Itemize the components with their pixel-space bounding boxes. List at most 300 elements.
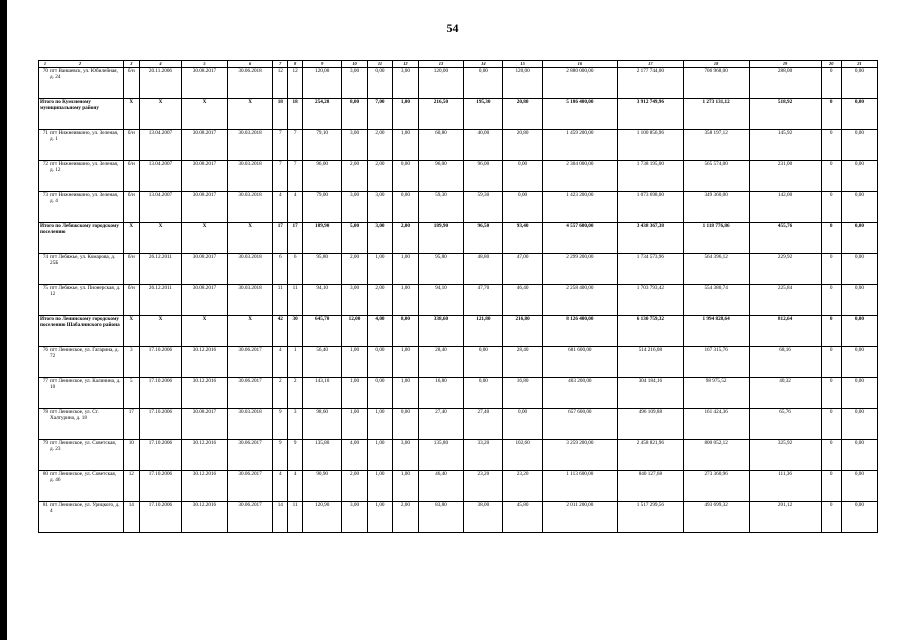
- value-cell-c5: 30.08.2017: [182, 285, 228, 316]
- value-cell-c20: 0: [821, 471, 841, 502]
- value-cell-c7: 17: [273, 223, 288, 254]
- value-cell-c20: 0: [821, 254, 841, 285]
- subtotal-row: [39, 99, 878, 130]
- value-cell-c5: 30.08.2017: [182, 254, 228, 285]
- value-cell-c17: 1 100 856,96: [618, 130, 684, 161]
- value-cell-c4: 13.04.2007: [139, 130, 181, 161]
- table-row: [39, 378, 878, 409]
- value-cell-c11: 1,00: [367, 471, 392, 502]
- row-number: 79: [42, 440, 48, 446]
- column-number-cell: 19: [749, 61, 821, 68]
- value-cell-c11: 1,00: [367, 502, 392, 533]
- value-cell-c6: X: [227, 316, 273, 347]
- value-cell-c19: 229,92: [749, 254, 821, 285]
- value-cell-c5: 30.08.2017: [182, 68, 228, 99]
- value-cell-c9: 56,40: [303, 347, 342, 378]
- value-cell-c16: 403 200,00: [542, 378, 617, 409]
- table-row: [39, 502, 878, 533]
- value-cell-c6: 30.06.2017: [227, 347, 273, 378]
- value-cell-c14: 195,30: [464, 99, 503, 130]
- value-cell-c13: 28,40: [418, 347, 464, 378]
- value-cell-c19: 145,92: [749, 130, 821, 161]
- value-cell-c21: 0,00: [841, 409, 877, 440]
- address-cell: [39, 409, 124, 440]
- column-number-cell: [39, 61, 124, 68]
- value-cell-c12: 0,00: [393, 192, 418, 223]
- value-cell-c8: 7: [288, 161, 303, 192]
- value-cell-c10: 2,00: [342, 471, 367, 502]
- value-cell-c9: 645,70: [303, 316, 342, 347]
- table-row: [39, 130, 878, 161]
- column-number-row: [39, 61, 878, 68]
- value-cell-c6: 30.03.2018: [227, 161, 273, 192]
- value-cell-c4: 17.10.2006: [139, 347, 181, 378]
- value-cell-c15: 46,40: [503, 285, 542, 316]
- value-cell-c6: 30.06.2018: [227, 68, 273, 99]
- value-cell-c16: 2 304 000,00: [542, 161, 617, 192]
- table-row: [39, 347, 878, 378]
- value-cell-c17: 3 438 367,38: [618, 223, 684, 254]
- value-cell-c10: 1,00: [342, 347, 367, 378]
- value-cell-c21: 0,00: [841, 440, 877, 471]
- value-cell-c5: 30.12.2016: [182, 378, 228, 409]
- value-cell-c3: X: [123, 99, 139, 130]
- column-number-cell: 7: [273, 61, 288, 68]
- column-number-cell: 10: [342, 61, 367, 68]
- value-cell-c20: 0: [821, 223, 841, 254]
- value-cell-c20: 0: [821, 192, 841, 223]
- value-cell-c3: б/н: [123, 192, 139, 223]
- value-cell-c19: 225,84: [749, 285, 821, 316]
- value-cell-c14: 96,00: [464, 161, 503, 192]
- value-cell-c12: 2,00: [393, 502, 418, 533]
- value-cell-c14: 27,40: [464, 409, 503, 440]
- value-cell-c5: 30.12.2016: [182, 347, 228, 378]
- value-cell-c7: 18: [273, 99, 288, 130]
- value-cell-c21: 0,00: [841, 502, 877, 533]
- value-cell-c17: 1 517 299,56: [618, 502, 684, 533]
- value-cell-c9: 135,80: [303, 440, 342, 471]
- column-number-cell: 14: [464, 61, 503, 68]
- value-cell-c14: 96,50: [464, 223, 503, 254]
- value-cell-c21: 0,00: [841, 378, 877, 409]
- address-text: пгт Нижнеивкино, ул. Зеленая, д. 12: [50, 161, 119, 174]
- column-number-cell: 9: [303, 61, 342, 68]
- value-cell-c17: 1 703 793,42: [618, 285, 684, 316]
- value-cell-c18: 161 424,36: [683, 409, 749, 440]
- address-text: пгт Лебяжье, ул. Пионерская, д. 12: [50, 285, 121, 298]
- value-cell-c8: 1: [288, 347, 303, 378]
- value-cell-c15: 93,40: [503, 223, 542, 254]
- value-cell-c12: 1,00: [393, 285, 418, 316]
- value-cell-c10: 1,00: [342, 409, 367, 440]
- value-cell-c20: 0: [821, 409, 841, 440]
- value-cell-c19: 325,92: [749, 440, 821, 471]
- value-cell-c5: 30.08.2017: [182, 130, 228, 161]
- value-cell-c10: 3,00: [342, 68, 367, 99]
- value-cell-c14: 59,30: [464, 192, 503, 223]
- value-cell-c20: 0: [821, 502, 841, 533]
- value-cell-c12: 1,00: [393, 378, 418, 409]
- value-cell-c19: 111,36: [749, 471, 821, 502]
- value-cell-c7: 11: [273, 285, 288, 316]
- value-cell-c3: X: [123, 223, 139, 254]
- scan-edge-bar: [0, 0, 7, 640]
- address-cell: [39, 161, 124, 192]
- address-text: пгт Лебяжье, ул. Комарова, д. 25Б: [50, 254, 116, 267]
- value-cell-c7: 2: [273, 378, 288, 409]
- value-cell-c17: 1 738 195,00: [618, 161, 684, 192]
- value-cell-c18: 554 380,74: [683, 285, 749, 316]
- value-cell-c7: 9: [273, 440, 288, 471]
- value-cell-c18: 349 360,00: [683, 192, 749, 223]
- value-cell-c10: 3,00: [342, 192, 367, 223]
- value-cell-c5: 30.08.2017: [182, 409, 228, 440]
- value-cell-c17: 840 127,68: [618, 471, 684, 502]
- value-cell-c19: 40,32: [749, 378, 821, 409]
- value-cell-c21: 0,00: [841, 68, 877, 99]
- value-cell-c15: 0,00: [503, 192, 542, 223]
- value-cell-c6: 30.06.2017: [227, 502, 273, 533]
- value-cell-c5: 30.12.2016: [182, 471, 228, 502]
- value-cell-c8: 18: [288, 99, 303, 130]
- value-cell-c12: 1,00: [393, 99, 418, 130]
- value-cell-c10: 4,00: [342, 440, 367, 471]
- value-cell-c17: 6 130 759,32: [618, 316, 684, 347]
- value-cell-c20: 0: [821, 378, 841, 409]
- value-cell-c3: 5: [123, 378, 139, 409]
- value-cell-c7: 7: [273, 130, 288, 161]
- value-cell-c4: X: [139, 223, 181, 254]
- value-cell-c8: 3: [288, 409, 303, 440]
- value-cell-c11: 0,00: [367, 378, 392, 409]
- value-cell-c19: 812,64: [749, 316, 821, 347]
- value-cell-c18: 358 197,12: [683, 130, 749, 161]
- value-cell-c16: 2 299 200,00: [542, 254, 617, 285]
- value-cell-c4: 13.04.2007: [139, 192, 181, 223]
- value-cell-c10: 8,00: [342, 99, 367, 130]
- table-row: [39, 409, 878, 440]
- value-cell-c15: 23,20: [503, 471, 542, 502]
- value-cell-c7: 4: [273, 347, 288, 378]
- value-cell-c13: 83,80: [418, 502, 464, 533]
- value-cell-c9: 98,60: [303, 409, 342, 440]
- address-text: пгт Нижнеивкино, ул. Зеленая, д. 4: [50, 192, 119, 205]
- value-cell-c7: 9: [273, 409, 288, 440]
- row-number: 77: [42, 378, 48, 384]
- subtotal-label: [39, 99, 124, 130]
- address-text: пгт Ленинское, ул. Советская, д. 46: [50, 471, 117, 484]
- value-cell-c14: 38,00: [464, 502, 503, 533]
- value-cell-c13: 95,80: [418, 254, 464, 285]
- value-cell-c21: 0,00: [841, 161, 877, 192]
- table-row: [39, 68, 878, 99]
- row-number: 71: [42, 130, 48, 136]
- value-cell-c9: 96,00: [303, 161, 342, 192]
- column-number-cell: 3: [123, 61, 139, 68]
- row-number: 80: [42, 471, 48, 477]
- address-text: пгт Ленинское, ул. Урицкого, д. 4: [50, 502, 120, 515]
- address-text: пгт Нижнеивкино, ул. Зеленая, д. 1: [50, 130, 119, 143]
- value-cell-c6: 30.03.2018: [227, 192, 273, 223]
- table-row: [39, 161, 878, 192]
- value-cell-c13: 216,50: [418, 99, 464, 130]
- value-cell-c12: 2,00: [393, 223, 418, 254]
- row-number: 70: [42, 68, 48, 74]
- value-cell-c4: 17.10.2006: [139, 409, 181, 440]
- value-cell-c7: 14: [273, 502, 288, 533]
- value-cell-c8: 30: [288, 316, 303, 347]
- value-cell-c13: 59,30: [418, 192, 464, 223]
- value-cell-c20: 0: [821, 316, 841, 347]
- column-number-cell: 6: [227, 61, 273, 68]
- value-cell-c11: 2,00: [367, 130, 392, 161]
- value-cell-c6: X: [227, 99, 273, 130]
- row-number: 72: [42, 161, 48, 167]
- value-cell-c15: 216,80: [503, 316, 542, 347]
- value-cell-c5: 30.08.2017: [182, 192, 228, 223]
- value-cell-c5: X: [182, 316, 228, 347]
- column-number-cell: 21: [841, 61, 877, 68]
- value-cell-c18: 565 574,00: [683, 161, 749, 192]
- value-cell-c21: 0,00: [841, 347, 877, 378]
- address-cell: [39, 378, 124, 409]
- value-cell-c9: 254,28: [303, 99, 342, 130]
- value-cell-c3: 10: [123, 440, 139, 471]
- value-cell-c19: 142,00: [749, 192, 821, 223]
- value-cell-c18: 800 052,12: [683, 440, 749, 471]
- value-cell-c5: X: [182, 223, 228, 254]
- value-cell-c11: 2,00: [367, 285, 392, 316]
- value-cell-c16: 1 423 200,00: [542, 192, 617, 223]
- value-cell-c4: 26.12.2011: [139, 254, 181, 285]
- value-cell-c10: 2,00: [342, 254, 367, 285]
- value-cell-c17: 514 216,08: [618, 347, 684, 378]
- value-cell-c13: 338,60: [418, 316, 464, 347]
- value-cell-c16: 1 113 600,00: [542, 471, 617, 502]
- value-cell-c7: 4: [273, 192, 288, 223]
- table-row: [39, 254, 878, 285]
- value-cell-c20: 0: [821, 99, 841, 130]
- value-cell-c18: 167 315,76: [683, 347, 749, 378]
- value-cell-c5: 30.12.2016: [182, 440, 228, 471]
- value-cell-c3: б/н: [123, 254, 139, 285]
- address-cell: [39, 254, 124, 285]
- value-cell-c16: 2 011 200,00: [542, 502, 617, 533]
- value-cell-c15: 20,80: [503, 130, 542, 161]
- value-cell-c8: 11: [288, 285, 303, 316]
- value-cell-c7: 42: [273, 316, 288, 347]
- address-text: пгт Ленинское, ул. Советская, д. 23: [50, 440, 117, 453]
- value-cell-c7: 7: [273, 161, 288, 192]
- value-cell-c18: 273 360,96: [683, 471, 749, 502]
- value-cell-c4: 17.10.2006: [139, 471, 181, 502]
- value-cell-c3: б/н: [123, 285, 139, 316]
- value-cell-c9: 120,00: [303, 68, 342, 99]
- value-cell-c18: 1 273 131,12: [683, 99, 749, 130]
- value-cell-c4: 17.10.2006: [139, 502, 181, 533]
- value-cell-c16: 3 259 200,00: [542, 440, 617, 471]
- address-cell: [39, 192, 124, 223]
- value-cell-c19: 65,76: [749, 409, 821, 440]
- value-cell-c19: 455,76: [749, 223, 821, 254]
- value-cell-c20: 0: [821, 68, 841, 99]
- value-cell-c12: 3,00: [393, 68, 418, 99]
- value-cell-c14: 0,00: [464, 378, 503, 409]
- value-cell-c9: 120,90: [303, 502, 342, 533]
- value-cell-c20: 0: [821, 285, 841, 316]
- value-cell-c8: 9: [288, 440, 303, 471]
- value-cell-c14: 0,00: [464, 347, 503, 378]
- value-cell-c13: 120,00: [418, 68, 464, 99]
- value-cell-c7: 12: [273, 68, 288, 99]
- value-cell-c8: 6: [288, 254, 303, 285]
- value-cell-c13: 189,90: [418, 223, 464, 254]
- value-cell-c4: X: [139, 99, 181, 130]
- column-number-cell: 18: [683, 61, 749, 68]
- column-number-cell: 8: [288, 61, 303, 68]
- value-cell-c21: 0,00: [841, 99, 877, 130]
- value-cell-c11: 0,00: [367, 347, 392, 378]
- value-cell-c12: 0,00: [393, 409, 418, 440]
- value-cell-c11: 7,00: [367, 99, 392, 130]
- value-cell-c15: 120,00: [503, 68, 542, 99]
- value-cell-c4: 17.10.2006: [139, 440, 181, 471]
- value-cell-c19: 68,16: [749, 347, 821, 378]
- address-cell: [39, 440, 124, 471]
- value-cell-c10: 2,00: [342, 161, 367, 192]
- table-row: [39, 285, 878, 316]
- value-cell-c10: 3,00: [342, 285, 367, 316]
- subtotal-label: [39, 223, 124, 254]
- value-cell-c20: 0: [821, 440, 841, 471]
- subtotal-label: [39, 316, 124, 347]
- value-cell-c5: 30.12.2016: [182, 502, 228, 533]
- value-cell-c18: 98 975,52: [683, 378, 749, 409]
- column-number-cell: 17: [618, 61, 684, 68]
- column-number-cell: 16: [542, 61, 617, 68]
- column-number-cell: 5: [182, 61, 228, 68]
- value-cell-c15: 28,40: [503, 347, 542, 378]
- subtotal-row: [39, 223, 878, 254]
- value-cell-c6: 30.03.2018: [227, 130, 273, 161]
- value-cell-c16: 8 126 400,00: [542, 316, 617, 347]
- value-cell-c9: 143,10: [303, 378, 342, 409]
- value-cell-c11: 2,00: [367, 161, 392, 192]
- value-cell-c7: 6: [273, 254, 288, 285]
- row-number: 75: [42, 285, 48, 291]
- address-cell: [39, 285, 124, 316]
- value-cell-c16: 1 459 200,00: [542, 130, 617, 161]
- value-cell-c10: 12,00: [342, 316, 367, 347]
- value-cell-c10: 1,00: [342, 378, 367, 409]
- value-cell-c12: 1,00: [393, 130, 418, 161]
- value-cell-c14: 121,80: [464, 316, 503, 347]
- column-number-cell: 13: [418, 61, 464, 68]
- value-cell-c6: 30.03.2018: [227, 254, 273, 285]
- value-cell-c21: 0,00: [841, 130, 877, 161]
- column-number-cell: 4: [139, 61, 181, 68]
- value-cell-c17: 2 177 744,00: [618, 68, 684, 99]
- value-cell-c11: 1,00: [367, 254, 392, 285]
- value-cell-c12: 0,00: [393, 161, 418, 192]
- value-cell-c6: 30.06.2017: [227, 440, 273, 471]
- value-cell-c8: 4: [288, 192, 303, 223]
- value-cell-c6: 30.06.2017: [227, 378, 273, 409]
- value-cell-c3: 12: [123, 471, 139, 502]
- value-cell-c9: 189,90: [303, 223, 342, 254]
- value-cell-c17: 3 912 749,96: [618, 99, 684, 130]
- value-cell-c18: 1 118 776,86: [683, 223, 749, 254]
- value-cell-c16: 4 557 600,00: [542, 223, 617, 254]
- value-cell-c6: 30.06.2017: [227, 471, 273, 502]
- value-cell-c11: 1,00: [367, 409, 392, 440]
- value-cell-c11: 0,00: [367, 68, 392, 99]
- column-number-cell: 12: [393, 61, 418, 68]
- value-cell-c13: 60,80: [418, 130, 464, 161]
- value-cell-c3: б/н: [123, 161, 139, 192]
- value-cell-c12: 8,00: [393, 316, 418, 347]
- value-cell-c6: 30.03.2018: [227, 285, 273, 316]
- row-number: 76: [42, 347, 48, 353]
- value-cell-c5: 30.08.2017: [182, 161, 228, 192]
- value-cell-c13: 96,00: [418, 161, 464, 192]
- value-cell-c16: 681 600,00: [542, 347, 617, 378]
- value-cell-c16: 5 186 400,00: [542, 99, 617, 130]
- value-cell-c14: 23,20: [464, 471, 503, 502]
- value-cell-c21: 0,00: [841, 192, 877, 223]
- value-cell-c17: 1 734 573,96: [618, 254, 684, 285]
- value-cell-c8: 2: [288, 378, 303, 409]
- value-cell-c14: 0,00: [464, 68, 503, 99]
- page-number: 54: [446, 21, 459, 35]
- value-cell-c8: 7: [288, 130, 303, 161]
- value-cell-c16: 657 600,00: [542, 409, 617, 440]
- value-cell-c3: б/н: [123, 130, 139, 161]
- subtotal-label-text: Итого по Лебяжскому городскому поселению: [40, 223, 119, 236]
- column-number: 1: [43, 61, 47, 66]
- address-text: пгт Ленинское, ул. Ст. Халтурина, д. 18: [50, 409, 99, 422]
- value-cell-c9: 94,10: [303, 285, 342, 316]
- table-row: [39, 440, 878, 471]
- value-cell-c4: 20.11.2006: [139, 68, 181, 99]
- row-number: 81: [42, 502, 48, 508]
- value-cell-c8: 11: [288, 502, 303, 533]
- address-text: пгт Ваншевск, ул. Юбилейная, д. 24: [50, 68, 118, 81]
- table-row: [39, 471, 878, 502]
- value-cell-c18: 706 968,00: [683, 68, 749, 99]
- value-cell-c11: 4,00: [367, 316, 392, 347]
- value-cell-c10: 3,00: [342, 130, 367, 161]
- value-cell-c11: 3,00: [367, 223, 392, 254]
- value-cell-c7: 4: [273, 471, 288, 502]
- address-cell: [39, 471, 124, 502]
- value-cell-c4: 13.04.2007: [139, 161, 181, 192]
- value-cell-c14: 40,00: [464, 130, 503, 161]
- value-cell-c15: 45,80: [503, 502, 542, 533]
- value-cell-c15: 0,00: [503, 409, 542, 440]
- value-cell-c13: 135,80: [418, 440, 464, 471]
- value-cell-c13: 27,40: [418, 409, 464, 440]
- housing-table: [38, 60, 878, 533]
- subtotal-row: [39, 316, 878, 347]
- value-cell-c8: 12: [288, 68, 303, 99]
- value-cell-c21: 0,00: [841, 223, 877, 254]
- subtotal-label-text: Итого по Кумсненому муниципальному району: [40, 99, 99, 112]
- value-cell-c19: 288,00: [749, 68, 821, 99]
- value-cell-c12: 3,00: [393, 440, 418, 471]
- value-cell-c12: 1,00: [393, 471, 418, 502]
